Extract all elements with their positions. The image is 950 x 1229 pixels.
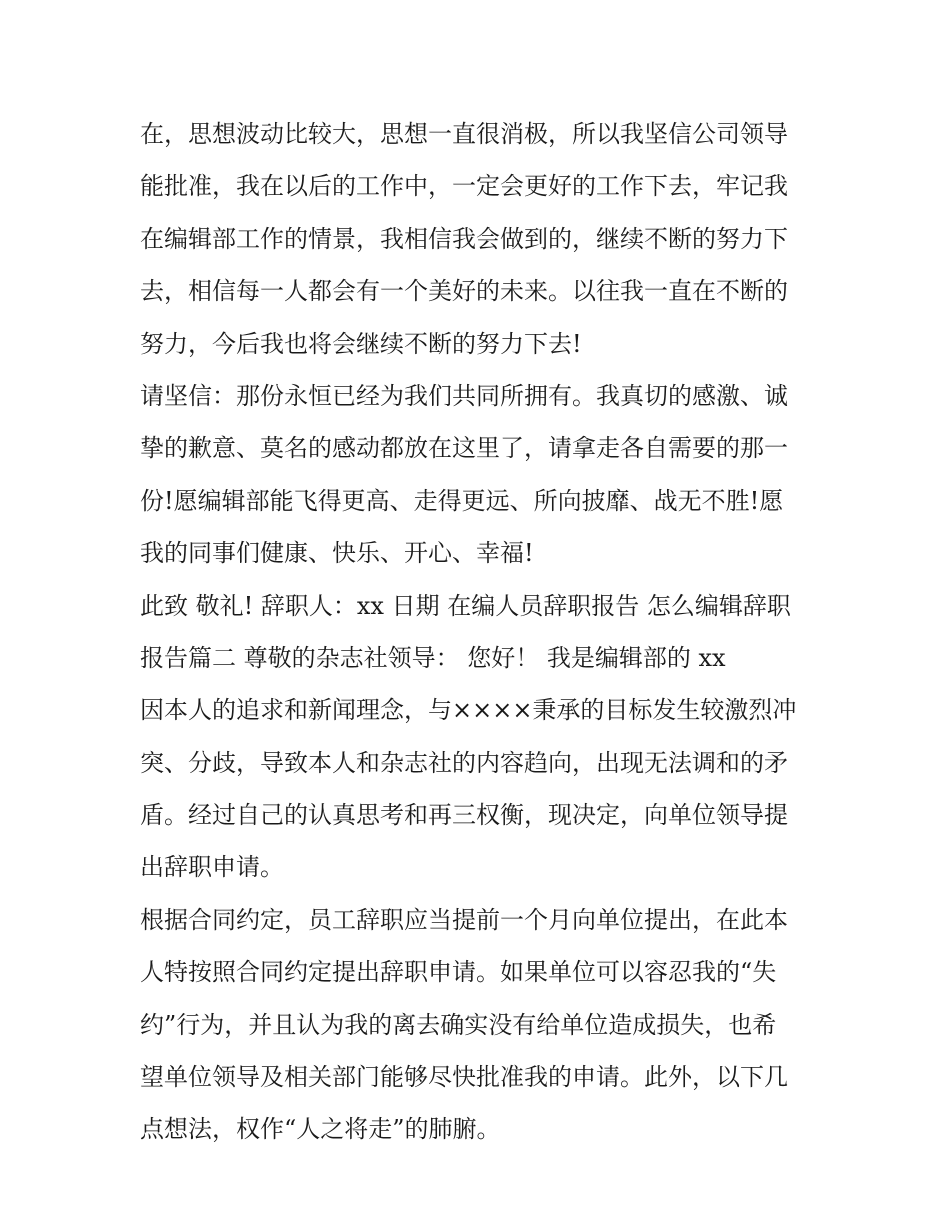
text-line: 因本人的追求和新闻理念，与××××秉承的目标发生较激烈冲 — [140, 696, 797, 725]
text-line: 份!愿编辑部能飞得更高、走得更远、所向披靡、战无不胜!愿 — [140, 486, 784, 515]
text-line: 根据合同约定，员工辞职应当提前一个月向单位提出，在此本 — [140, 905, 788, 934]
text-line: 望单位领导及相关部门能够尽快批准我的申请。此外，以下几 — [140, 1063, 788, 1092]
text-line: 在，思想波动比较大，思想一直很消极，所以我坚信公司领导 — [140, 120, 788, 148]
document-body — [140, 108, 820, 1156]
text-line: 挚的歉意、莫名的感动都放在这里了，请拿走各自需要的那一 — [140, 434, 788, 463]
text-line: 报告篇二 尊敬的杂志社领导： 您好！ 我是编辑部的 xx — [140, 643, 726, 672]
text-line: 努力，今后我也将会继续不断的努力下去! — [140, 329, 582, 358]
text-line: 请坚信：那份永恒已经为我们共同所拥有。我真切的感激、诚 — [140, 381, 788, 410]
text-line: 人特按照合同约定提出辞职申请。如果单位可以容忍我的“失 — [140, 958, 777, 987]
text-line: 去，相信每一人都会有一个美好的未来。以往我一直在不断的 — [140, 277, 788, 306]
text-line: 突、分歧，导致本人和杂志社的内容趋向，出现无法调和的矛 — [140, 748, 788, 777]
text-line: 此致 敬礼! 辞职人：xx 日期 在编人员辞职报告 怎么编辑辞职 — [140, 591, 791, 620]
text-line: 在编辑部工作的情景，我相信我会做到的，继续不断的努力下 — [140, 224, 788, 253]
text-line: 我的同事们健康、快乐、开心、幸福! — [140, 539, 534, 568]
text-line: 点想法，权作“人之将走”的肺腑。 — [140, 1115, 501, 1144]
text-line: 约”行为，并且认为我的离去确实没有给单位造成损失，也希 — [140, 1010, 777, 1039]
text-line: 盾。经过自己的认真思考和再三权衡，现决定，向单位领导提 — [140, 801, 788, 830]
text-line: 能批准，我在以后的工作中，一定会更好的工作下去，牢记我 — [140, 172, 788, 201]
text-line: 出辞职申请。 — [140, 853, 284, 882]
